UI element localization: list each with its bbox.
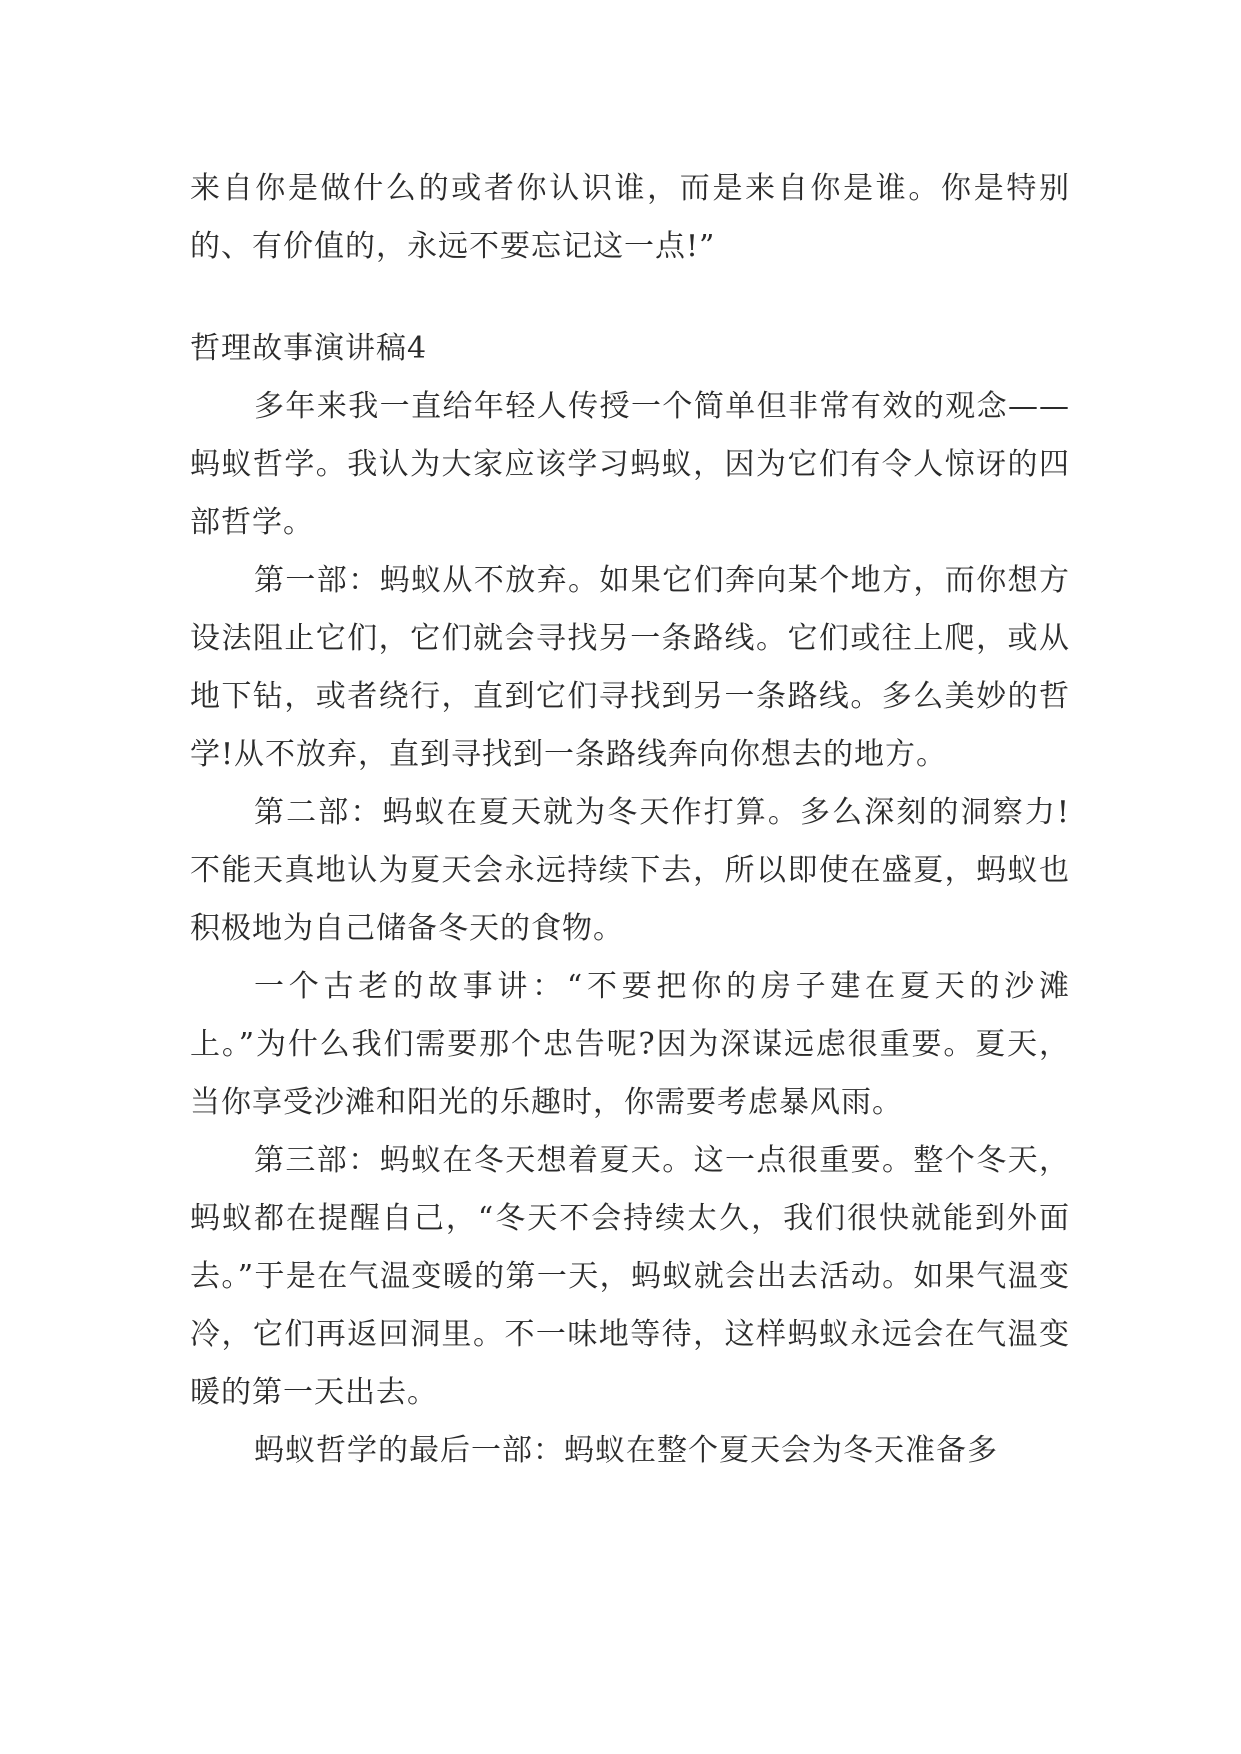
paragraph-old-story: 一个古老的故事讲：“不要把你的房子建在夏天的沙滩上。”为什么我们需要那个忠告呢?因为深谋远虑很重要。夏天，当你享受沙滩和阳光的乐趣时，你需要考虑暴风雨。 <box>190 969 1070 1120</box>
section-heading: 哲理故事演讲稿4 <box>190 331 428 366</box>
paragraph-part-two: 第二部：蚂蚁在夏天就为冬天作打算。多么深刻的洞察力!不能天真地认为夏天会永远持续下去，所以即使在盛夏，蚂蚁也积极地为自己储备冬天的食物。 <box>190 795 1070 946</box>
document-body <box>190 160 1070 1480</box>
paragraph-final-part: 蚂蚁哲学的最后一部：蚂蚁在整个夏天会为冬天准备多 <box>254 1433 998 1468</box>
paragraph-part-one: 第一部：蚂蚁从不放弃。如果它们奔向某个地方，而你想方设法阻止它们，它们就会寻找另一条路线。它们或往上爬，或从地下钻，或者绕行，直到它们寻找到另一条路线。多么美妙的哲学!从不放弃，直到寻找到一条路线奔向你想去的地方。 <box>190 563 1070 772</box>
paragraph-part-three: 第三部：蚂蚁在冬天想着夏天。这一点很重要。整个冬天，蚂蚁都在提醒自己，“冬天不会持续太久，我们很快就能到外面去。”于是在气温变暖的第一天，蚂蚁就会出去活动。如果气温变冷，它们再返回洞里。不一味地等待，这样蚂蚁永远会在气温变暖的第一天出去。 <box>190 1143 1070 1410</box>
paragraph-intro: 多年来我一直给年轻人传授一个简单但非常有效的观念——蚂蚁哲学。我认为大家应该学习蚂蚁，因为它们有令人惊讶的四部哲学。 <box>190 389 1070 540</box>
lead-paragraph: 来自你是做什么的或者你认识谁，而是来自你是谁。你是特别的、有价值的，永远不要忘记这一点!” <box>190 171 1070 264</box>
